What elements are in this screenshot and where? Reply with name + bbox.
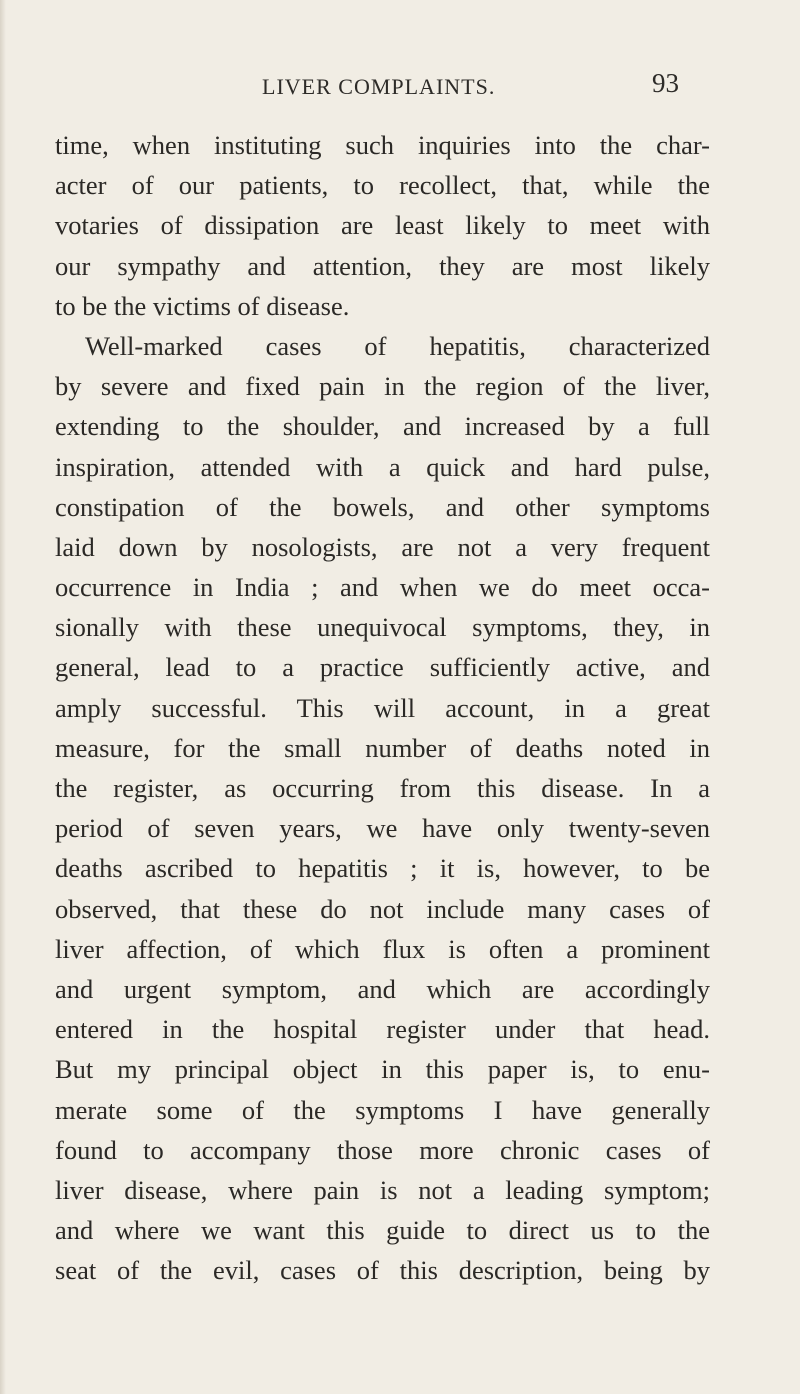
text-line: and urgent symptom, and which are accordingly	[55, 973, 710, 1004]
text-line: amply successful. This will account, in a great	[55, 692, 710, 723]
page-edge-shadow	[0, 0, 6, 1394]
text-line: liver disease, where pain is not a leading symptom;	[55, 1174, 710, 1205]
text-line: occurrence in India ; and when we do meet occa-	[55, 572, 710, 603]
text-line: seat of the evil, cases of this description, being by	[55, 1255, 710, 1286]
body-text	[55, 125, 710, 1290]
text-line: period of seven years, we have only twenty-seven	[55, 813, 710, 844]
text-line: measure, for the small number of deaths noted in	[55, 732, 710, 763]
text-line: inspiration, attended with a quick and hard pulse,	[55, 451, 710, 482]
text-line: found to accompany those more chronic cases of	[55, 1134, 710, 1165]
text-line: acter of our patients, to recollect, that, while the	[55, 170, 710, 201]
text-line: votaries of dissipation are least likely to meet with	[55, 210, 710, 241]
text-line: and where we want this guide to direct us to the	[55, 1215, 710, 1246]
text-line: liver affection, of which flux is often a prominent	[55, 933, 710, 964]
text-line: sionally with these unequivocal symptoms, they, in	[55, 612, 710, 643]
text-line: merate some of the symptoms I have generally	[55, 1094, 710, 1125]
text-line: our sympathy and attention, they are most likely	[55, 250, 710, 281]
text-line: time, when instituting such inquiries into the char-	[55, 130, 710, 160]
text-line: entered in the hospital register under that head.	[55, 1014, 710, 1045]
text-line: constipation of the bowels, and other symptoms	[55, 491, 710, 522]
text-line: deaths ascribed to hepatitis ; it is, however, to be	[55, 853, 710, 884]
running-head: LIVER COMPLAINTS.	[262, 74, 496, 99]
paragraph-start-line: Well-marked cases of hepatitis, characterized	[85, 330, 710, 361]
text-line: laid down by nosologists, are not a very frequent	[55, 531, 710, 562]
text-line: general, lead to a practice sufficiently active, and	[55, 652, 710, 683]
text-line: observed, that these do not include many cases of	[55, 893, 710, 924]
text-line: by severe and fixed pain in the region of the liver,	[55, 371, 710, 402]
text-line: to be the victims of disease.	[55, 290, 350, 321]
text-line: the register, as occurring from this disease. In a	[55, 773, 710, 803]
text-line: extending to the shoulder, and increased by a full	[55, 411, 710, 442]
page-number: 93	[652, 68, 679, 98]
text-line: But my principal object in this paper is, to enu-	[55, 1054, 710, 1085]
